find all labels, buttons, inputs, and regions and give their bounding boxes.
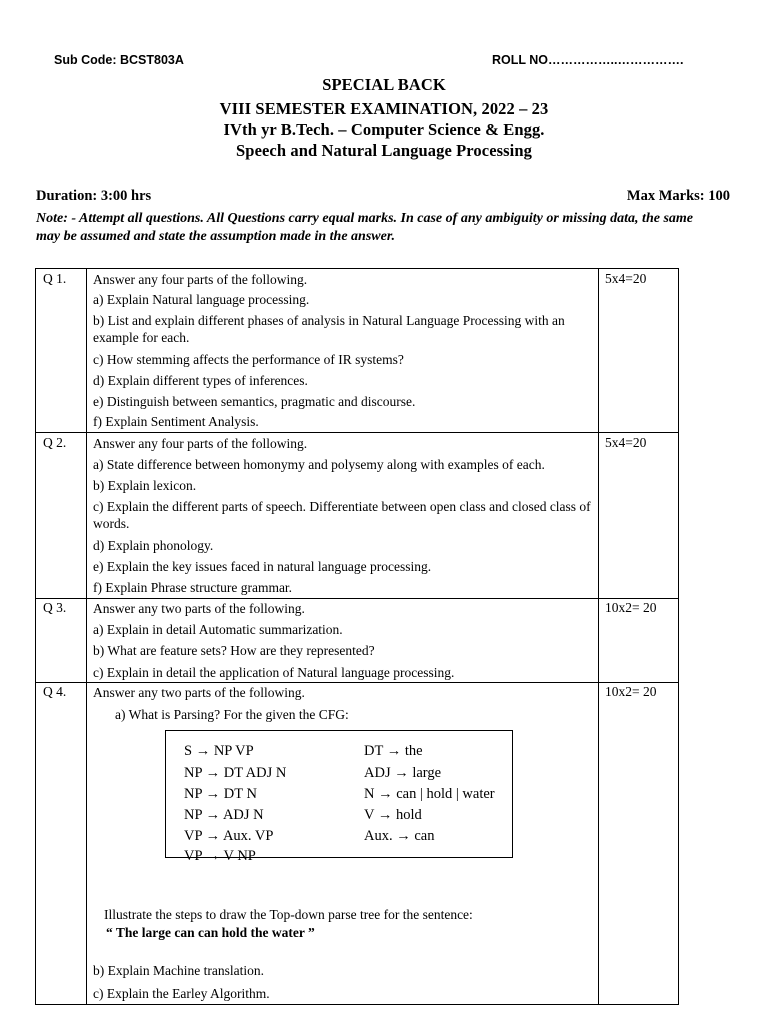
table-rule (598, 268, 599, 1005)
question-part: b) What are feature sets? How are they represented? (93, 643, 375, 658)
question-part: a) State difference between homonymy and polysemy along with examples of each. (93, 457, 545, 472)
exam-type-title: SPECIAL BACK (322, 75, 446, 94)
question-part: a) What is Parsing? For the given the CFG: (115, 707, 349, 722)
question-part: b) List and explain different phases of analysis in Natural Language Processing with an example for each. (93, 313, 565, 345)
cfg-rule: NP → DT ADJ N (184, 765, 287, 781)
question-marks: 5x4=20 (605, 271, 647, 286)
table-rule (35, 1004, 679, 1005)
cfg-rule: VP → V NP (184, 848, 256, 864)
table-rule (86, 268, 87, 1005)
course-title: IVth yr B.Tech. – Computer Science & Engg. (223, 120, 545, 139)
question-marks: 10x2= 20 (605, 600, 657, 615)
cfg-rule: NP → DT N (184, 786, 257, 802)
table-rule (35, 432, 679, 433)
question-marks: 10x2= 20 (605, 684, 657, 699)
parse-sentence: “ The large can can hold the water ” (106, 925, 315, 940)
question-instruction: Answer any two parts of the following. (93, 685, 305, 700)
table-rule (678, 268, 679, 1005)
question-part: f) Explain Phrase structure grammar. (93, 580, 293, 595)
cfg-rule: ADJ → large (364, 765, 442, 781)
question-instruction: Answer any two parts of the following. (93, 601, 305, 616)
question-instruction: Answer any four parts of the following. (93, 272, 308, 287)
question-part: c) Explain the Earley Algorithm. (93, 986, 270, 1001)
max-marks: Max Marks: 100 (626, 188, 730, 204)
question-part: a) Explain Natural language processing. (93, 292, 310, 307)
table-rule (35, 268, 36, 1005)
cfg-rule: NP → ADJ N (184, 807, 264, 823)
cfg-rule: VP → Aux. VP (184, 828, 274, 844)
question-part: c) How stemming affects the performance of IR systems? (93, 352, 404, 367)
parse-instruction: Illustrate the steps to draw the Top-down parse tree for the sentence: (104, 907, 473, 922)
duration: Duration: 3:00 hrs (36, 188, 152, 204)
question-number: Q 4. (43, 684, 67, 699)
cfg-rule: Aux. → can (364, 828, 435, 844)
table-rule (35, 682, 679, 683)
question-number: Q 3. (43, 600, 67, 615)
question-part: c) Explain in detail the application of Natural language processing. (93, 665, 455, 680)
question-part: e) Explain the key issues faced in natural language processing. (93, 559, 432, 574)
question-part: e) Distinguish between semantics, pragmatic and discourse. (93, 394, 416, 409)
sub-code: Sub Code: BCST803A (54, 53, 184, 67)
exam-note: Note: - Attempt all questions. All Questions carry equal marks. In case of any ambiguity or missing data, the same may be assumed and state the assumption made in the answer. (36, 211, 694, 244)
question-part: d) Explain phonology. (93, 538, 214, 553)
question-part: a) Explain in detail Automatic summarization. (93, 622, 343, 637)
question-instruction: Answer any four parts of the following. (93, 436, 308, 451)
question-part: c) Explain the different parts of speech. Differentiate between open class and closed class of words. (93, 499, 591, 531)
question-part: f) Explain Sentiment Analysis. (93, 414, 259, 429)
question-number: Q 2. (43, 435, 67, 450)
table-rule (35, 598, 679, 599)
cfg-rule: V → hold (364, 807, 422, 823)
roll-number-field: ROLL NO……………..……………. (492, 53, 684, 67)
cfg-rule: DT → the (364, 743, 423, 759)
question-part: b) Explain lexicon. (93, 478, 197, 493)
subject-title: Speech and Natural Language Processing (236, 141, 532, 160)
question-marks: 5x4=20 (605, 435, 647, 450)
question-part: b) Explain Machine translation. (93, 963, 264, 978)
cfg-rule: S → NP VP (184, 743, 254, 759)
cfg-rule: N → can | hold | water (364, 786, 495, 802)
table-rule (35, 268, 679, 269)
question-part: d) Explain different types of inferences. (93, 373, 308, 388)
semester-title: VIII SEMESTER EXAMINATION, 2022 – 23 (219, 99, 549, 118)
question-number: Q 1. (43, 271, 67, 286)
